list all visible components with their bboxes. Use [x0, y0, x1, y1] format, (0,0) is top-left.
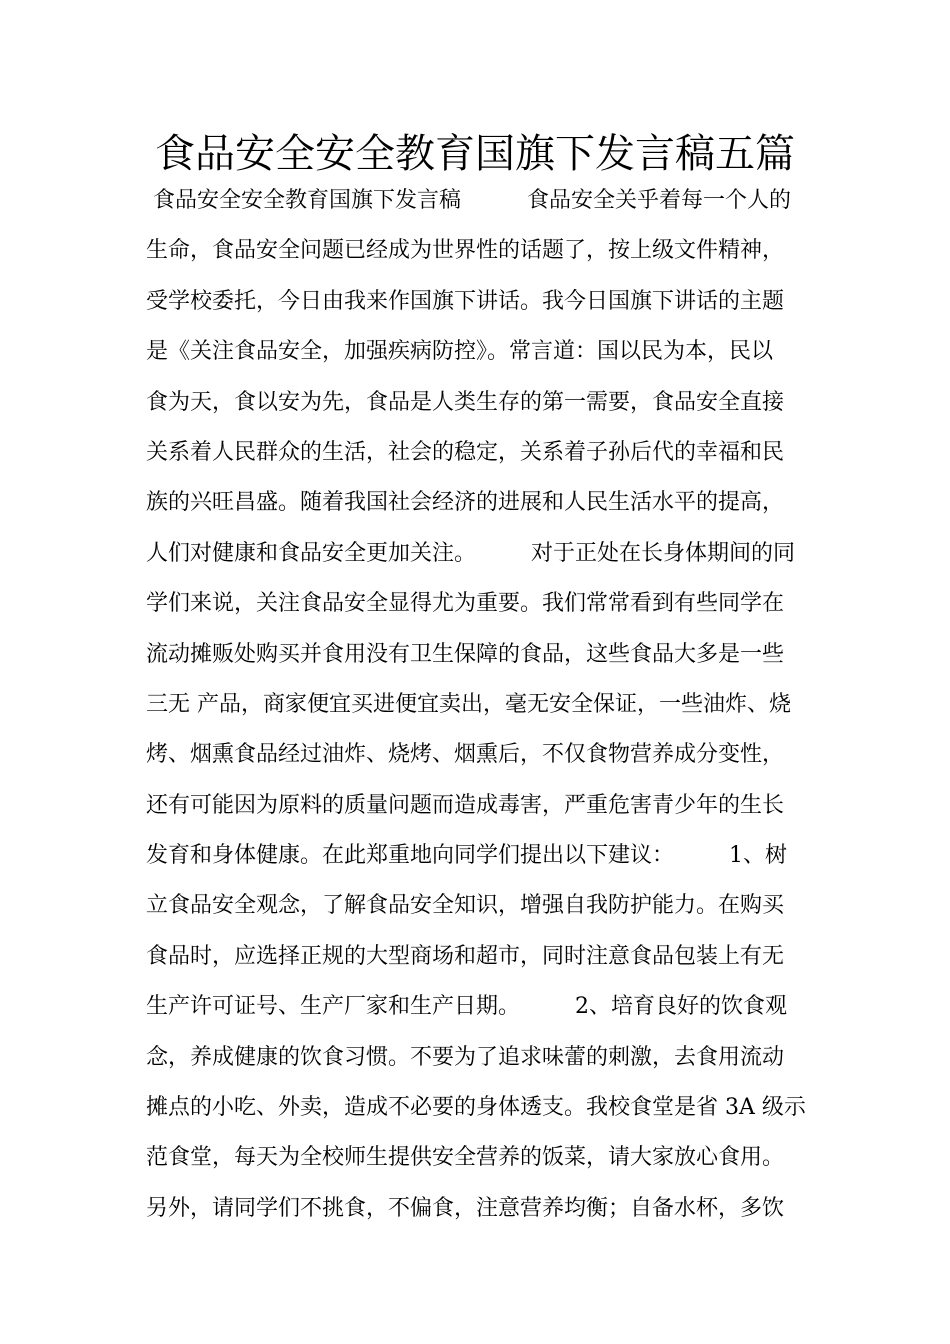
body-line: 发育和身体健康。在此郑重地向同学们提出以下建议： 1、树: [146, 843, 787, 869]
body-line: 是《关注食品安全，加强疾病防控》。常言道：国以民为本，民以: [146, 339, 774, 365]
body-line: 摊点的小吃、外卖，造成不必要的身体透支。我校食堂是省 3A 级示: [146, 1095, 806, 1121]
body-line: 范食堂，每天为全校师生提供安全营养的饭菜，请大家放心食用。: [146, 1145, 785, 1171]
body-line: 三无 产品，商家便宜买进便宜卖出，毫无安全保证，一些油炸、烧: [146, 691, 791, 717]
body-line: 食为天，食以安为先，食品是人类生存的第一需要，食品安全直接: [146, 389, 785, 415]
body-line: 生产许可证号、生产厂家和生产日期。 2、培育良好的饮食观: [146, 994, 787, 1020]
body-line: 另外，请同学们不挑食，不偏食，注意营养均衡；自备水杯，多饮: [146, 1195, 785, 1221]
body-line: 立食品安全观念，了解食品安全知识，增强自我防护能力。在购买: [146, 893, 785, 919]
body-line: 学们来说，关注食品安全显得尤为重要。我们常常看到有些同学在: [146, 591, 785, 617]
body-line: 食品安全安全教育国旗下发言稿 食品安全关乎着每一个人的: [146, 188, 791, 213]
body-line: 生命，食品安全问题已经成为世界性的话题了，按上级文件精神，: [146, 238, 785, 264]
body-line: 食品时，应选择正规的大型商场和超市，同时注意食品包装上有无: [146, 943, 785, 969]
document-body: [146, 176, 816, 1234]
body-line: 烤、烟熏食品经过油炸、烧烤、烟熏后，不仅食物营养成分变性，: [146, 742, 785, 768]
body-line: 流动摊贩处购买并食用没有卫生保障的食品，这些食品大多是一些: [146, 641, 785, 667]
body-line: 人们对健康和食品安全更加关注。 对于正处在长身体期间的同: [146, 540, 796, 566]
body-line: 关系着人民群众的生活，社会的稳定，关系着子孙后代的幸福和民: [146, 439, 785, 465]
body-line: 族的兴旺昌盛。随着我国社会经济的进展和人民生活水平的提高，: [146, 490, 785, 516]
body-line: 受学校委托，今日由我来作国旗下讲话。我今日国旗下讲话的主题: [146, 288, 785, 314]
document-title: 食品安全安全教育国旗下发言稿五篇: [155, 131, 795, 177]
body-line: 念，养成健康的饮食习惯。不要为了追求味蕾的刺激，去食用流动: [146, 1044, 785, 1070]
body-line: 还有可能因为原料的质量问题而造成毒害，严重危害青少年的生长: [146, 792, 785, 818]
